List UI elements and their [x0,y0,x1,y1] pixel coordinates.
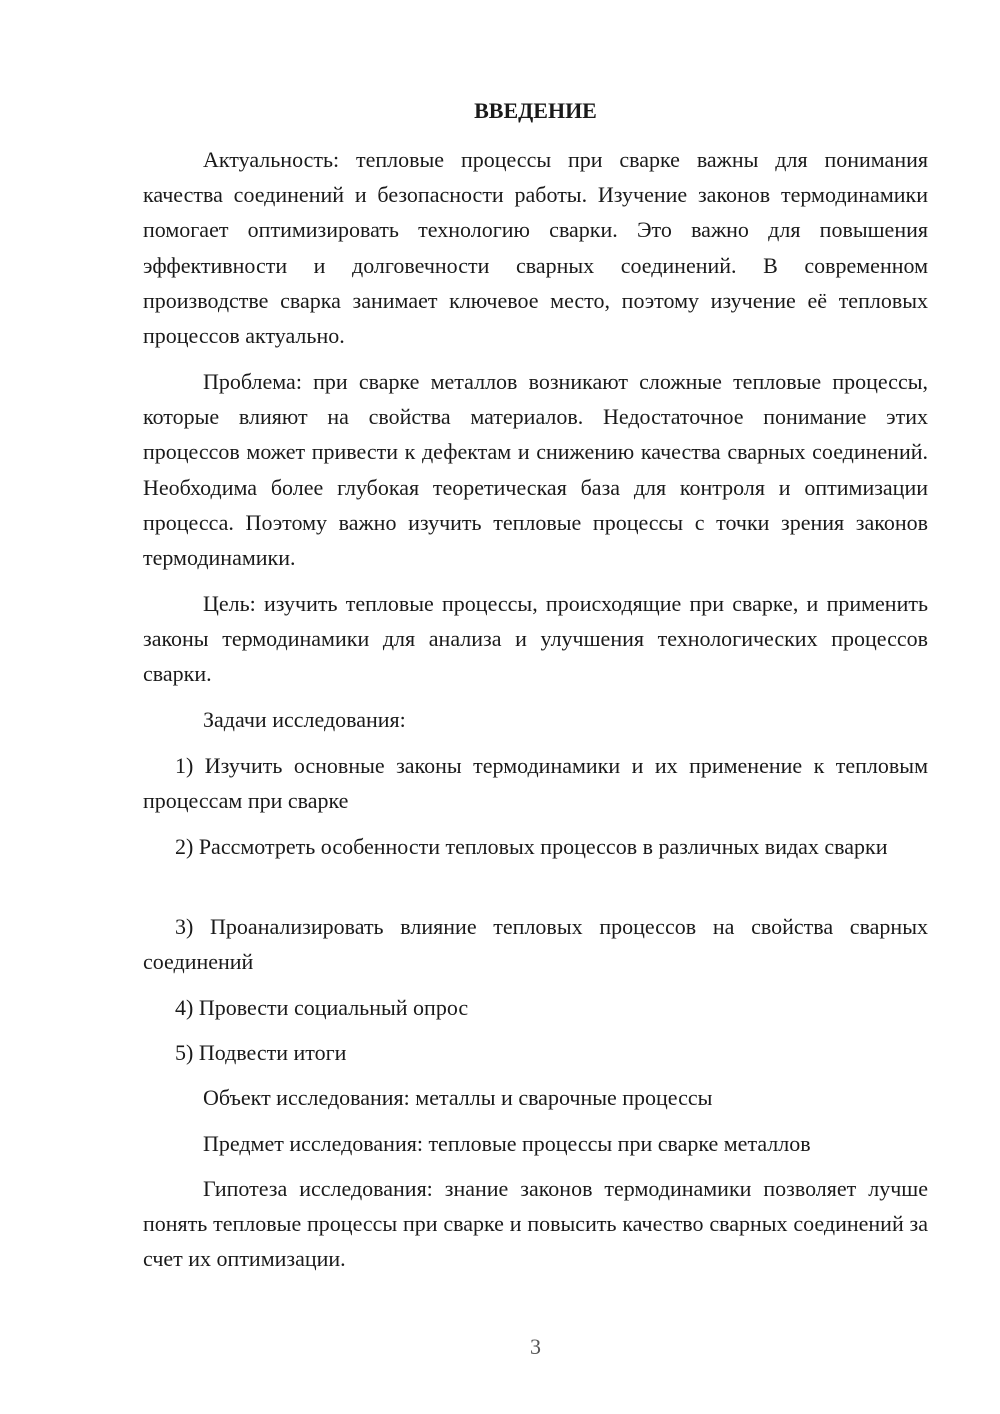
task-item-1: 1) Изучить основные законы термодинамики и их применение к тепловым процессам при сварке [143,753,928,814]
relevance-paragraph: Актуальность: тепловые процессы при сварке важны для понимания качества соединений и безопасности работы. Изучение законов термодинамики помогает оптимизировать технологию сварки. Это важно для повышения эффективности и долговечности сварных соединений. В современном производстве сварка занимает ключевое место, поэтому изучение её тепловых процессов актуально. [143,147,928,349]
object-paragraph: Объект исследования: металлы и сварочные процессы [203,1085,713,1110]
problem-paragraph: Проблема: при сварке металлов возникают сложные тепловые процессы, которые влияют на свойства материалов. Недостаточное понимание этих процессов может привести к дефектам и снижению качества сварных соединений. Необходима более глубокая теоретическая база для контроля и оптимизации процесса. Поэтому важно изучить тепловые процессы с точки зрения законов термодинамики. [143,369,928,571]
tasks-heading: Задачи исследования: [203,707,406,732]
task-item-2: 2) Рассмотреть особенности тепловых процессов в различных видах сварки [175,834,888,859]
page-number: 3 [530,1334,541,1359]
hypothesis-paragraph: Гипотеза исследования: знание законов термодинамики позволяет лучше понять тепловые процессы при сварке и повысить качество сварных соединений за счет их оптимизации. [143,1176,928,1272]
goal-paragraph: Цель: изучить тепловые процессы, происходящие при сварке, и применить законы термодинамики для анализа и улучшения технологических процессов сварки. [143,591,928,687]
task-item-5: 5) Подвести итоги [175,1040,347,1065]
page-title: ВВЕДЕНИЕ [474,98,597,123]
task-item-3: 3) Проанализировать влияние тепловых процессов на свойства сварных соединений [143,914,928,975]
task-item-4: 4) Провести социальный опрос [175,995,469,1020]
subject-paragraph: Предмет исследования: тепловые процессы при сварке металлов [203,1131,811,1156]
